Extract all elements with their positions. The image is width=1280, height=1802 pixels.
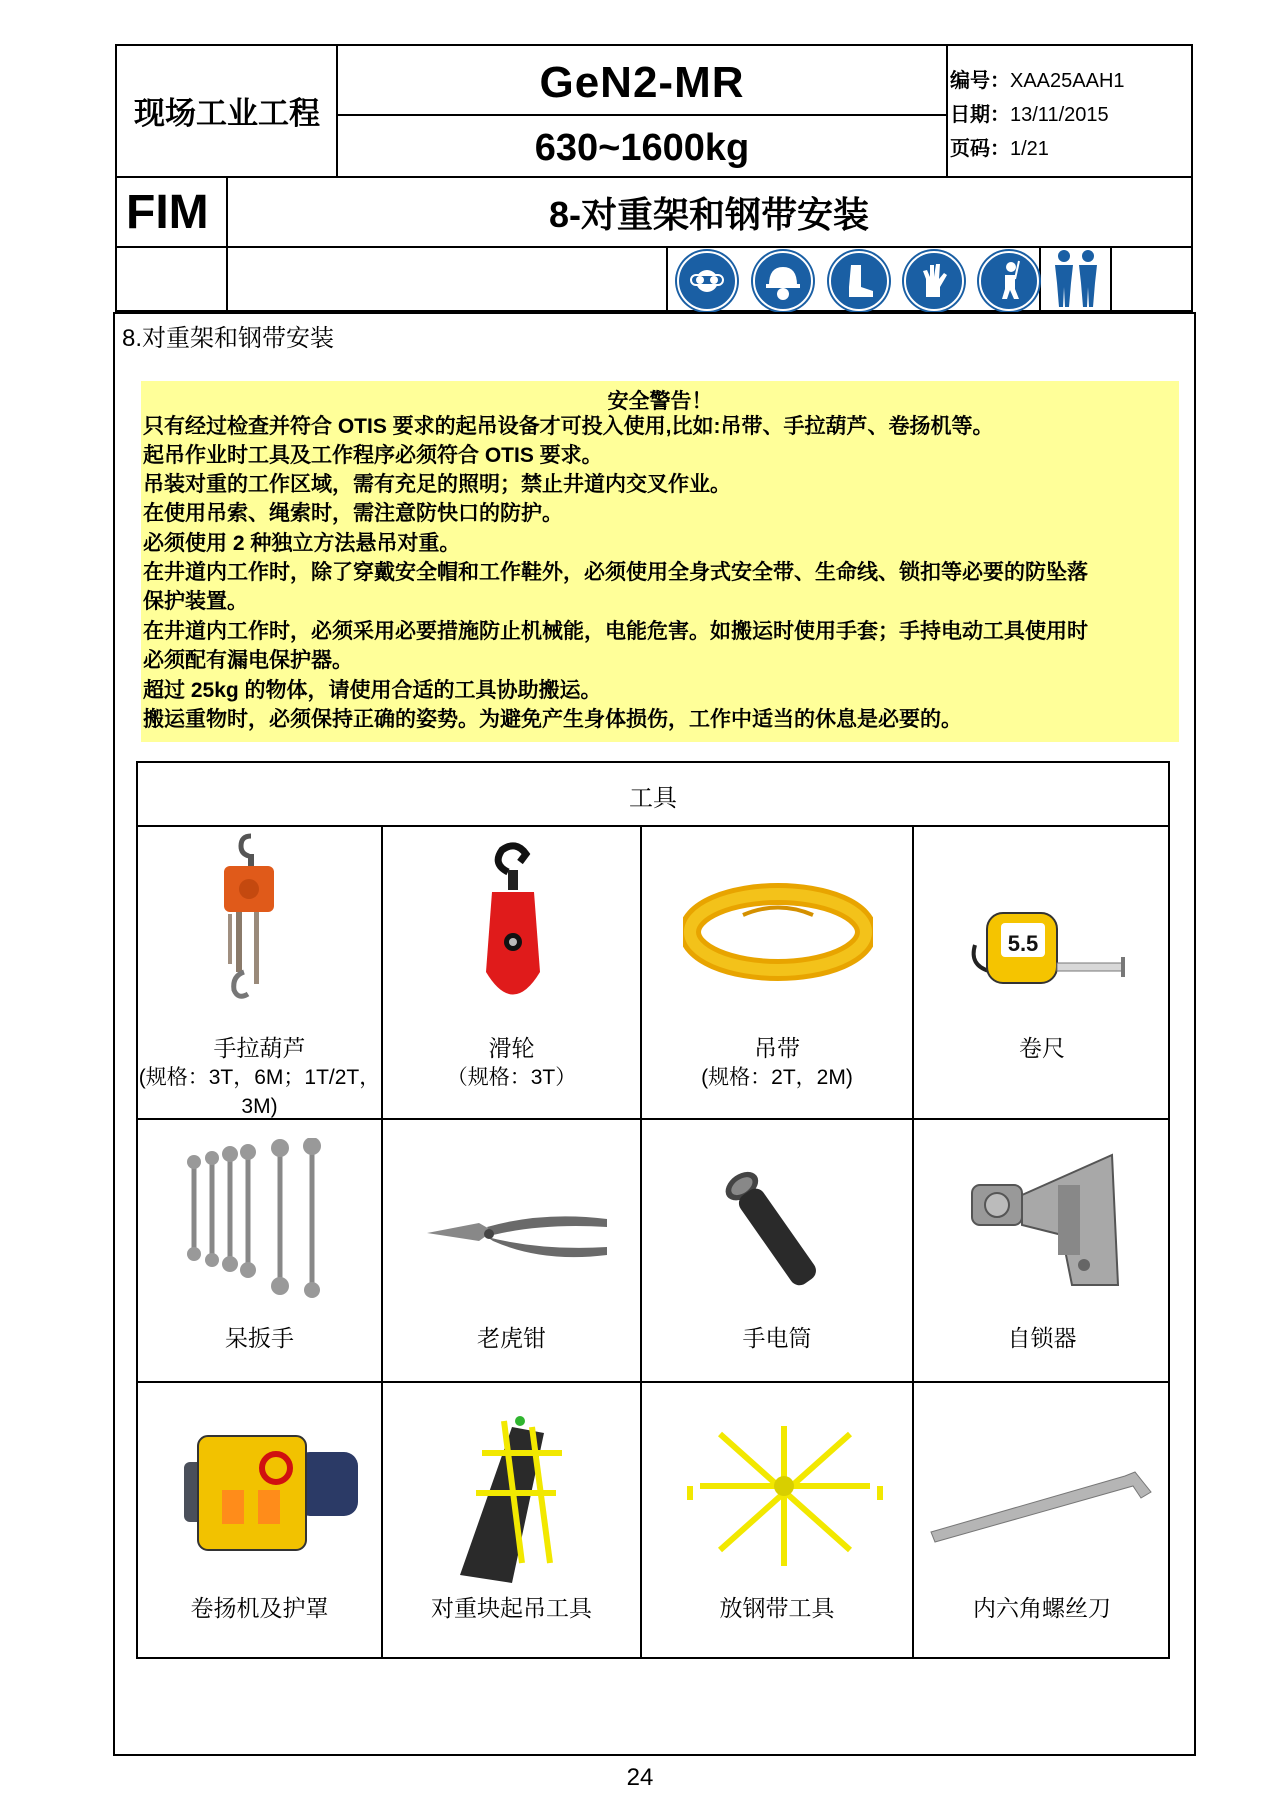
section-title: 8.对重架和钢带安装 bbox=[122, 325, 335, 352]
tool-label-winch bbox=[138, 1594, 381, 1623]
company-name: 现场工业工程 bbox=[134, 95, 320, 131]
tool-label-pulley bbox=[383, 1034, 640, 1092]
winch-image bbox=[176, 1422, 366, 1562]
capacity-range: 630~1600kg bbox=[534, 126, 750, 169]
rope-grab-image bbox=[962, 1145, 1127, 1295]
tool-name: 吊带 bbox=[754, 1035, 800, 1061]
safety-goggles-icon bbox=[677, 251, 737, 311]
date-value: 13/11/2015 bbox=[1010, 104, 1109, 126]
safety-warning-box bbox=[141, 381, 1179, 742]
tape-measure-image bbox=[965, 905, 1135, 1010]
counterweight-lifting-tool-image bbox=[452, 1413, 582, 1598]
doc-number: XAA25AAH1 bbox=[1010, 70, 1125, 92]
tool-label-sling bbox=[642, 1034, 912, 1092]
tool-name: 老虎钳 bbox=[477, 1325, 546, 1351]
warning-line: 必须使用 2 种独立方法悬吊对重。 bbox=[143, 532, 461, 555]
warning-line: 只有经过检查并符合 OTIS 要求的起吊设备才可投入使用,比如:吊带、手拉葫芦、卷扬机等。 bbox=[143, 415, 994, 438]
tool-name: 对重块起吊工具 bbox=[431, 1595, 592, 1621]
tool-spec: 3M) bbox=[241, 1095, 278, 1118]
tool-label-pliers bbox=[383, 1324, 640, 1353]
date-row bbox=[950, 98, 1109, 127]
pulley-image bbox=[478, 842, 548, 1017]
page-number: 24 bbox=[626, 1764, 654, 1791]
tools-col-line-1 bbox=[381, 825, 383, 1659]
chain-hoist-image bbox=[206, 832, 296, 1017]
date-label: 日期： bbox=[950, 104, 1010, 126]
tool-label-wrench bbox=[138, 1324, 381, 1353]
doc-number-row bbox=[950, 64, 1125, 93]
doc-number-label: 编号： bbox=[950, 70, 1010, 92]
warning-line: 搬运重物时，必须保持正确的姿势。为避免产生身体损伤，工作中适当的休息是必要的。 bbox=[143, 708, 962, 731]
tool-name: 卷尺 bbox=[1019, 1035, 1065, 1061]
tools-header: 工具 bbox=[629, 784, 677, 812]
tool-spec: (规格：3T，6M；1T/2T， bbox=[138, 1066, 381, 1089]
tool-label-counterweight-lifter bbox=[383, 1594, 640, 1623]
allen-key-image bbox=[925, 1462, 1165, 1557]
gloves-icon bbox=[904, 251, 964, 311]
fim-label: FIM bbox=[126, 185, 209, 239]
tool-name: 滑轮 bbox=[488, 1035, 535, 1061]
tape-measure-marking: 5.5 bbox=[1007, 931, 1039, 956]
page-row bbox=[950, 132, 1049, 161]
ppe-divider bbox=[666, 246, 668, 312]
lifting-sling-image bbox=[683, 880, 873, 995]
tool-label-tape-measure bbox=[914, 1034, 1170, 1063]
tool-name: 手电筒 bbox=[742, 1325, 812, 1351]
tool-label-rope-grab bbox=[914, 1324, 1170, 1353]
warning-line: 保护装置。 bbox=[143, 590, 248, 613]
hard-hat-icon bbox=[753, 251, 813, 311]
tool-label-allen-key bbox=[914, 1594, 1170, 1623]
warning-title: 安全警告！ bbox=[607, 390, 713, 413]
tool-label-flashlight bbox=[642, 1324, 912, 1353]
tool-name: 手拉葫芦 bbox=[213, 1035, 306, 1061]
warning-line: 在使用吊索、绳索时，需注意防快口的防护。 bbox=[143, 502, 563, 525]
safety-harness-icon bbox=[979, 251, 1039, 311]
safety-boots-icon bbox=[829, 251, 889, 311]
warning-line: 必须配有漏电保护器。 bbox=[143, 649, 353, 672]
flashlight-image bbox=[714, 1162, 834, 1307]
tools-col-line-3 bbox=[912, 825, 914, 1659]
tool-label-chain-hoist bbox=[138, 1034, 381, 1121]
tool-spec: (规格：2T，2M) bbox=[701, 1066, 853, 1089]
header-divider-2 bbox=[115, 246, 1193, 248]
tool-name: 呆扳手 bbox=[225, 1325, 294, 1351]
tool-name: 卷扬机及护罩 bbox=[190, 1595, 329, 1621]
warning-line: 在井道内工作时，必须采用必要措施防止机械能，电能危害。如搬运时使用手套；手持电动工具使用时 bbox=[143, 620, 1088, 643]
tools-col-line-2 bbox=[640, 825, 642, 1659]
tool-spec: （规格：3T） bbox=[446, 1066, 577, 1089]
page-title: 8-对重架和钢带安装 bbox=[548, 193, 869, 235]
page-label: 页码： bbox=[950, 138, 1010, 160]
page-value: 1/21 bbox=[1010, 138, 1049, 160]
tools-row-line-3 bbox=[136, 1381, 1170, 1383]
ppe-divider-3 bbox=[1110, 246, 1112, 312]
tool-name: 内六角螺丝刀 bbox=[973, 1595, 1111, 1621]
tools-row-line-1 bbox=[136, 825, 1170, 827]
warning-line: 在井道内工作时，除了穿戴安全帽和工作鞋外，必须使用全身式安全带、生命线、锁扣等必要的防坠落 bbox=[143, 561, 1088, 584]
tool-label-belt-release bbox=[642, 1594, 912, 1623]
tool-name: 放钢带工具 bbox=[719, 1595, 835, 1621]
warning-line: 起吊作业时工具及工作程序必须符合 OTIS 要求。 bbox=[143, 444, 603, 467]
two-person-icon bbox=[1049, 247, 1103, 309]
steel-belt-release-tool-image bbox=[680, 1420, 890, 1575]
model-name: GeN2-MR bbox=[539, 58, 745, 107]
header-vline-2 bbox=[946, 44, 948, 176]
warning-line: 超过 25kg 的物体，请使用合适的工具协助搬运。 bbox=[143, 679, 602, 702]
wrench-set-image bbox=[180, 1138, 340, 1303]
ppe-divider-2 bbox=[1039, 246, 1041, 312]
pliers-image bbox=[423, 1205, 613, 1270]
warning-line: 吊装对重的工作区域，需有充足的照明；禁止井道内交叉作业。 bbox=[143, 473, 731, 496]
tool-name: 自锁器 bbox=[1007, 1325, 1077, 1351]
